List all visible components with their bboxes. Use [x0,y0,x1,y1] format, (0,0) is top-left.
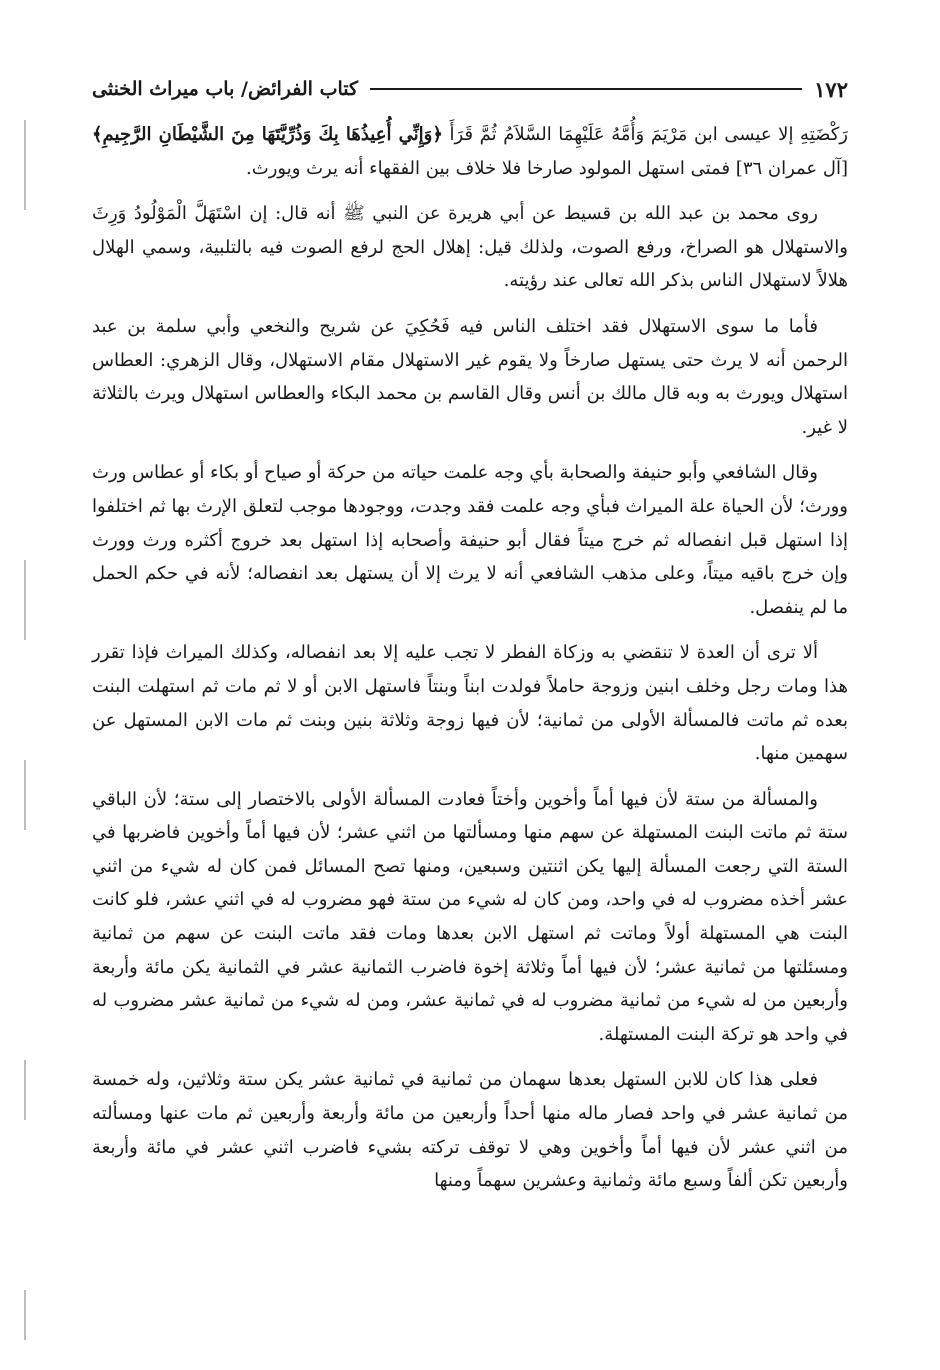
page-header [92,72,848,106]
paragraph: روى محمد بن عبد الله بن قسيط عن أبي هريرة عن النبي ﷺ أنه قال: إن اسْتَهَلَّ الْمَوْلُودُ وَرِثَ والاستهلال هو الصراخ، ورفع الصوت، ولذلك قيل: إهلال الحج لرفع الصوت فيه بالتلبية، وسمي الهلال هلالاً لاستهلال الناس بذكر الله تعالى عند رؤيته. [92,203,848,292]
paragraph: وقال الشافعي وأبو حنيفة والصحابة بأي وجه علمت حياته من حركة أو صياح أو بكاء أو عطاس ورث وورث؛ لأن الحياة علة الميراث فبأي وجه علمت فقد وجدت، ووجودها موجب لتعلق الإرث بها ثم اختلفوا إذا استهل قبل انفصاله ثم خرج ميتاً فقال أبو حنيفة وأصحابه إذا استهل بعد خروج أكثره ورث وورث وإن خرج باقيه ميتاً، وعلى مذهب الشافعي أنه لا يرث إلا أن يستهل بعد انفصاله؛ لأنه في حكم الحمل ما لم ينفصل. [92,462,848,618]
binding-mark [24,120,26,210]
paragraph: فأما ما سوى الاستهلال فقد اختلف الناس فيه فَحُكِيَ عن شريح والنخعي وأبي سلمة بن عبد الرحمن أنه لا يرث حتى يستهل صارخاً ولا يقوم غير الاستهلال مقام الاستهلال، وقال الزهري: العطاس استهلال ويورث به وبه قال مالك بن أنس وقال القاسم بن محمد البكاء والعطاس استهلال ويرث بالثلاثة لا غير. [92,315,848,438]
binding-mark [24,760,26,830]
paragraph: فعلى هذا كان للابن الستهل بعدها سهمان من ثمانية في ثمانية عشر يكن ستة وثلاثين، وله خمسة من ثمانية عشر في واحد فصار ماله منها أحداً وأربعين من مائة وأربعة وأربعين ثم مات عنها ومسألته من اثني عشر لأن فيها أماً وأخوين وهي لا توقف تركته بشيء فاضرب اثني عشر في مائة وأربعة وأربعين تكن ألفاً وسبع مائة وثمانية وعشرين سهماً ومنها [92,1069,848,1192]
paragraph [92,118,848,185]
binding-mark [24,1290,26,1340]
binding-mark [24,560,26,640]
paragraph: ألا ترى أن العدة لا تنقضي به وزكاة الفطر لا تجب عليه إلا بعد انفصاله، وكذلك الميراث فإذا تقرر هذا ومات رجل وخلف ابنين وزوجة حاملاً فولدت ابناً وبنتاً فاستهل الابن أو لا ثم مات ثم استهلت البنت بعده ثم ماتت فالمسألة الأولى من ثمانية؛ لأن فيها زوجة وثلاثة بنين وبنت ثم مات الابن المستهل عن سهمين منها. [92,642,848,765]
running-title: كتاب الفرائض/ باب ميراث الخنثى [92,78,359,100]
page-number: ١٧٢ [814,76,848,102]
paragraph: والمسألة من ستة لأن فيها أماً وأخوين وأختاً فعادت المسألة الأولى بالاختصار إلى ستة؛ لأن الباقي ستة ثم ماتت البنت المستهلة عن سهم منها ومسألتها من اثني عشر؛ لأن فيها أماً وأخوين فاضربها في الستة التي رجعت المسألة إليها يكن اثنتين وسبعين، ومنها تصح المسائل فمن كان له شيء من اثني عشر أخذه مضروب له في واحد، ومن كان له شيء من ستة فهو مضروب له في اثني عشر، فلو كانت البنت هي المستهلة أولاً وماتت ثم استهل الابن بعدها ومات فقد ماتت البنت عن سهم من ثمانية ومسئلتها من ثمانية عشر؛ لأن فيها أماً وثلاثة إخوة فاضرب الثمانية عشر في الثمانية يكن مائة وأربعة وأربعين من له شيء من ثمانية مضروب له في ثمانية عشر، ومن له شيء من ثمانية عشر مضروب له في واحد هو تركة البنت المستهلة. [92,788,848,1045]
binding-mark [24,1060,26,1120]
paragraph-lead: رَكْضَتِهِ إلا عيسى ابن مَرْيَمَ وَأُمَّهُ عَلَيْهِمَا السَّلاَمُ ثُمَّ قَرَأَ [449,124,849,145]
paragraph-text: [آل عمران ٣٦] فمتى استهل المولود صارخا فلا خلاف بين الفقهاء أنه يرث ويورث. [246,157,848,179]
header-rule [370,88,802,90]
quran-verse: ﴿وَإِنِّي أُعِيذُهَا بِكَ وَذُرِّيَّتَهَا مِنَ الشَّيْطَانِ الرَّجِيمِ﴾ [92,124,443,145]
body-text [92,118,848,1210]
